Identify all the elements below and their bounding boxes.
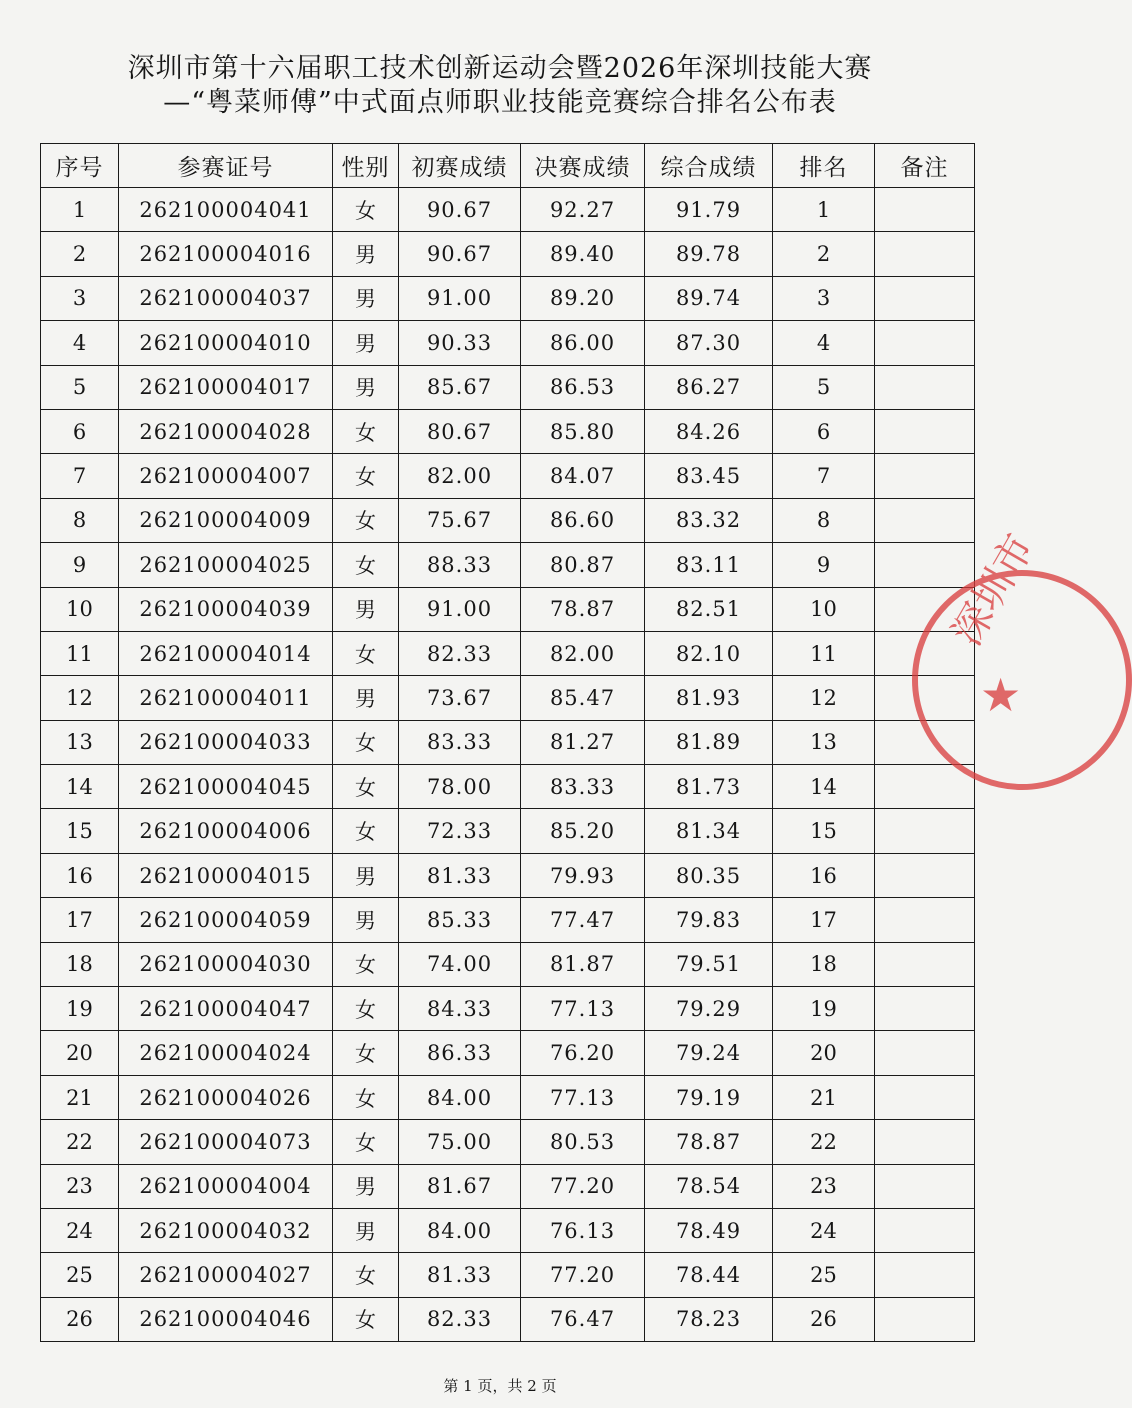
cell-gender: 女	[333, 987, 399, 1031]
table-header-row	[41, 144, 975, 188]
header-cell-rank: 排名	[773, 144, 875, 188]
cell-total-score: 83.45	[645, 454, 773, 498]
cell-entry-id: 262100004024	[119, 1031, 333, 1075]
seal-text: 深圳市	[943, 526, 1044, 654]
cell-prelim-score: 84.00	[399, 1075, 521, 1119]
cell-serial: 24	[41, 1208, 119, 1252]
cell-prelim-score: 88.33	[399, 543, 521, 587]
cell-rank: 22	[773, 1120, 875, 1164]
header-cell-notes: 备注	[875, 144, 975, 188]
header-cell-final-score: 决赛成绩	[521, 144, 645, 188]
cell-rank: 14	[773, 765, 875, 809]
table-row	[41, 1120, 975, 1164]
table-row	[41, 720, 975, 764]
cell-gender: 女	[333, 543, 399, 587]
cell-entry-id: 262100004045	[119, 765, 333, 809]
cell-notes	[875, 1075, 975, 1119]
cell-gender: 女	[333, 1031, 399, 1075]
cell-notes	[875, 232, 975, 276]
cell-rank: 3	[773, 276, 875, 320]
cell-final-score: 86.53	[521, 365, 645, 409]
cell-notes	[875, 765, 975, 809]
table-row	[41, 942, 975, 986]
cell-gender: 男	[333, 898, 399, 942]
cell-serial: 10	[41, 587, 119, 631]
cell-total-score: 79.24	[645, 1031, 773, 1075]
cell-final-score: 92.27	[521, 188, 645, 232]
cell-rank: 20	[773, 1031, 875, 1075]
cell-entry-id: 262100004014	[119, 631, 333, 675]
cell-rank: 19	[773, 987, 875, 1031]
cell-notes	[875, 321, 975, 365]
cell-total-score: 78.44	[645, 1253, 773, 1297]
cell-gender: 女	[333, 809, 399, 853]
table-row	[41, 987, 975, 1031]
cell-entry-id: 262100004017	[119, 365, 333, 409]
cell-serial: 21	[41, 1075, 119, 1119]
header-cell-gender: 性别	[333, 144, 399, 188]
cell-entry-id: 262100004016	[119, 232, 333, 276]
cell-entry-id: 262100004073	[119, 1120, 333, 1164]
cell-final-score: 77.13	[521, 1075, 645, 1119]
cell-prelim-score: 84.33	[399, 987, 521, 1031]
cell-prelim-score: 83.33	[399, 720, 521, 764]
cell-total-score: 79.83	[645, 898, 773, 942]
cell-prelim-score: 72.33	[399, 809, 521, 853]
cell-entry-id: 262100004041	[119, 188, 333, 232]
cell-rank: 23	[773, 1164, 875, 1208]
cell-prelim-score: 81.67	[399, 1164, 521, 1208]
cell-gender: 女	[333, 498, 399, 542]
cell-serial: 22	[41, 1120, 119, 1164]
cell-serial: 4	[41, 321, 119, 365]
cell-prelim-score: 86.33	[399, 1031, 521, 1075]
cell-rank: 13	[773, 720, 875, 764]
cell-entry-id: 262100004006	[119, 809, 333, 853]
cell-serial: 5	[41, 365, 119, 409]
cell-final-score: 76.20	[521, 1031, 645, 1075]
cell-serial: 19	[41, 987, 119, 1031]
cell-gender: 男	[333, 365, 399, 409]
cell-notes	[875, 1297, 975, 1341]
cell-notes	[875, 1031, 975, 1075]
cell-prelim-score: 85.33	[399, 898, 521, 942]
table-row	[41, 365, 975, 409]
cell-notes	[875, 543, 975, 587]
cell-entry-id: 262100004015	[119, 853, 333, 897]
cell-total-score: 87.30	[645, 321, 773, 365]
cell-serial: 6	[41, 409, 119, 453]
cell-total-score: 82.10	[645, 631, 773, 675]
cell-gender: 女	[333, 942, 399, 986]
cell-rank: 7	[773, 454, 875, 498]
cell-entry-id: 262100004010	[119, 321, 333, 365]
table-row	[41, 1075, 975, 1119]
cell-prelim-score: 75.00	[399, 1120, 521, 1164]
cell-final-score: 85.80	[521, 409, 645, 453]
cell-serial: 9	[41, 543, 119, 587]
cell-gender: 男	[333, 1164, 399, 1208]
cell-gender: 女	[333, 631, 399, 675]
cell-serial: 1	[41, 188, 119, 232]
cell-final-score: 86.00	[521, 321, 645, 365]
cell-gender: 男	[333, 853, 399, 897]
cell-final-score: 85.47	[521, 676, 645, 720]
table-row	[41, 853, 975, 897]
table-row	[41, 631, 975, 675]
cell-final-score: 85.20	[521, 809, 645, 853]
cell-prelim-score: 80.67	[399, 409, 521, 453]
cell-entry-id: 262100004009	[119, 498, 333, 542]
cell-rank: 16	[773, 853, 875, 897]
cell-prelim-score: 90.67	[399, 232, 521, 276]
cell-rank: 9	[773, 543, 875, 587]
cell-prelim-score: 73.67	[399, 676, 521, 720]
cell-final-score: 76.13	[521, 1208, 645, 1252]
cell-entry-id: 262100004028	[119, 409, 333, 453]
cell-serial: 20	[41, 1031, 119, 1075]
cell-final-score: 76.47	[521, 1297, 645, 1341]
cell-entry-id: 262100004059	[119, 898, 333, 942]
cell-final-score: 84.07	[521, 454, 645, 498]
cell-final-score: 81.27	[521, 720, 645, 764]
cell-prelim-score: 75.67	[399, 498, 521, 542]
cell-notes	[875, 809, 975, 853]
cell-entry-id: 262100004030	[119, 942, 333, 986]
cell-prelim-score: 82.33	[399, 1297, 521, 1341]
cell-serial: 26	[41, 1297, 119, 1341]
table-row	[41, 498, 975, 542]
cell-rank: 12	[773, 676, 875, 720]
cell-final-score: 77.20	[521, 1164, 645, 1208]
cell-gender: 女	[333, 409, 399, 453]
cell-gender: 女	[333, 720, 399, 764]
cell-serial: 15	[41, 809, 119, 853]
cell-gender: 女	[333, 188, 399, 232]
cell-total-score: 81.73	[645, 765, 773, 809]
page-indicator: 第 1 页，共 2 页	[443, 1377, 557, 1395]
cell-rank: 6	[773, 409, 875, 453]
cell-gender: 女	[333, 1297, 399, 1341]
ranking-table	[40, 143, 975, 1342]
cell-final-score: 78.87	[521, 587, 645, 631]
cell-rank: 8	[773, 498, 875, 542]
cell-serial: 16	[41, 853, 119, 897]
cell-notes	[875, 454, 975, 498]
cell-gender: 女	[333, 765, 399, 809]
cell-notes	[875, 365, 975, 409]
cell-entry-id: 262100004027	[119, 1253, 333, 1297]
table-row	[41, 543, 975, 587]
cell-final-score: 86.60	[521, 498, 645, 542]
cell-entry-id: 262100004039	[119, 587, 333, 631]
cell-final-score: 81.87	[521, 942, 645, 986]
cell-total-score: 91.79	[645, 188, 773, 232]
cell-rank: 4	[773, 321, 875, 365]
table-body	[41, 188, 975, 1342]
cell-gender: 男	[333, 587, 399, 631]
cell-serial: 25	[41, 1253, 119, 1297]
cell-gender: 女	[333, 454, 399, 498]
cell-gender: 男	[333, 1208, 399, 1252]
cell-serial: 12	[41, 676, 119, 720]
cell-total-score: 83.32	[645, 498, 773, 542]
table-row	[41, 765, 975, 809]
cell-serial: 7	[41, 454, 119, 498]
cell-gender: 男	[333, 321, 399, 365]
cell-entry-id: 262100004026	[119, 1075, 333, 1119]
cell-prelim-score: 81.33	[399, 1253, 521, 1297]
table-row	[41, 232, 975, 276]
cell-notes	[875, 276, 975, 320]
cell-rank: 25	[773, 1253, 875, 1297]
cell-serial: 17	[41, 898, 119, 942]
header-cell-serial: 序号	[41, 144, 119, 188]
table-row	[41, 676, 975, 720]
table-row	[41, 454, 975, 498]
table-row	[41, 321, 975, 365]
cell-notes	[875, 188, 975, 232]
cell-entry-id: 262100004047	[119, 987, 333, 1031]
cell-total-score: 78.23	[645, 1297, 773, 1341]
cell-prelim-score: 81.33	[399, 853, 521, 897]
cell-rank: 18	[773, 942, 875, 986]
cell-final-score: 77.47	[521, 898, 645, 942]
cell-entry-id: 262100004037	[119, 276, 333, 320]
cell-total-score: 81.34	[645, 809, 773, 853]
cell-rank: 2	[773, 232, 875, 276]
table-row	[41, 188, 975, 232]
table-row	[41, 1208, 975, 1252]
table-row	[41, 1253, 975, 1297]
cell-rank: 17	[773, 898, 875, 942]
cell-final-score: 83.33	[521, 765, 645, 809]
star-icon: ★	[980, 668, 1022, 722]
cell-serial: 23	[41, 1164, 119, 1208]
cell-gender: 男	[333, 276, 399, 320]
cell-prelim-score: 84.00	[399, 1208, 521, 1252]
cell-final-score: 77.20	[521, 1253, 645, 1297]
cell-total-score: 81.93	[645, 676, 773, 720]
cell-gender: 男	[333, 676, 399, 720]
cell-final-score: 77.13	[521, 987, 645, 1031]
cell-serial: 13	[41, 720, 119, 764]
cell-total-score: 78.54	[645, 1164, 773, 1208]
cell-rank: 21	[773, 1075, 875, 1119]
cell-entry-id: 262100004025	[119, 543, 333, 587]
cell-entry-id: 262100004007	[119, 454, 333, 498]
cell-prelim-score: 91.00	[399, 276, 521, 320]
cell-notes	[875, 1253, 975, 1297]
cell-total-score: 82.51	[645, 587, 773, 631]
cell-notes	[875, 987, 975, 1031]
cell-rank: 5	[773, 365, 875, 409]
cell-notes	[875, 898, 975, 942]
cell-total-score: 80.35	[645, 853, 773, 897]
cell-notes	[875, 853, 975, 897]
cell-entry-id: 262100004004	[119, 1164, 333, 1208]
cell-serial: 11	[41, 631, 119, 675]
table-row	[41, 1297, 975, 1341]
cell-serial: 8	[41, 498, 119, 542]
cell-entry-id: 262100004032	[119, 1208, 333, 1252]
cell-notes	[875, 409, 975, 453]
cell-notes	[875, 1120, 975, 1164]
cell-total-score: 84.26	[645, 409, 773, 453]
cell-total-score: 79.29	[645, 987, 773, 1031]
cell-serial: 2	[41, 232, 119, 276]
cell-gender: 女	[333, 1075, 399, 1119]
cell-final-score: 89.20	[521, 276, 645, 320]
cell-prelim-score: 78.00	[399, 765, 521, 809]
cell-total-score: 89.78	[645, 232, 773, 276]
cell-gender: 女	[333, 1120, 399, 1164]
header-cell-entry-id: 参赛证号	[119, 144, 333, 188]
cell-total-score: 81.89	[645, 720, 773, 764]
header-cell-total-score: 综合成绩	[645, 144, 773, 188]
cell-rank: 26	[773, 1297, 875, 1341]
cell-entry-id: 262100004011	[119, 676, 333, 720]
cell-rank: 15	[773, 809, 875, 853]
cell-rank: 11	[773, 631, 875, 675]
cell-prelim-score: 82.33	[399, 631, 521, 675]
official-seal-stamp	[912, 526, 1132, 790]
cell-notes	[875, 1208, 975, 1252]
cell-prelim-score: 85.67	[399, 365, 521, 409]
cell-total-score: 78.87	[645, 1120, 773, 1164]
cell-prelim-score: 91.00	[399, 587, 521, 631]
cell-final-score: 82.00	[521, 631, 645, 675]
document-title-line1: 深圳市第十六届职工技术创新运动会暨2026年深圳技能大赛	[127, 53, 873, 84]
table-row	[41, 809, 975, 853]
cell-notes	[875, 498, 975, 542]
cell-rank: 10	[773, 587, 875, 631]
document-title-line2: —“粤菜师傅”中式面点师职业技能竞赛综合排名公布表	[163, 87, 837, 118]
cell-prelim-score: 90.33	[399, 321, 521, 365]
cell-serial: 18	[41, 942, 119, 986]
cell-final-score: 79.93	[521, 853, 645, 897]
cell-gender: 女	[333, 1253, 399, 1297]
table-row	[41, 1031, 975, 1075]
cell-notes	[875, 1164, 975, 1208]
cell-total-score: 78.49	[645, 1208, 773, 1252]
table-row	[41, 409, 975, 453]
cell-total-score: 79.19	[645, 1075, 773, 1119]
cell-final-score: 80.53	[521, 1120, 645, 1164]
cell-prelim-score: 74.00	[399, 942, 521, 986]
table-row	[41, 898, 975, 942]
cell-total-score: 79.51	[645, 942, 773, 986]
cell-serial: 3	[41, 276, 119, 320]
cell-total-score: 89.74	[645, 276, 773, 320]
header-cell-prelim-score: 初赛成绩	[399, 144, 521, 188]
cell-final-score: 89.40	[521, 232, 645, 276]
cell-total-score: 83.11	[645, 543, 773, 587]
cell-prelim-score: 90.67	[399, 188, 521, 232]
cell-total-score: 86.27	[645, 365, 773, 409]
cell-rank: 24	[773, 1208, 875, 1252]
cell-notes	[875, 942, 975, 986]
table-row	[41, 1164, 975, 1208]
table-row	[41, 587, 975, 631]
table-row	[41, 276, 975, 320]
cell-gender: 男	[333, 232, 399, 276]
cell-final-score: 80.87	[521, 543, 645, 587]
cell-entry-id: 262100004046	[119, 1297, 333, 1341]
cell-entry-id: 262100004033	[119, 720, 333, 764]
cell-prelim-score: 82.00	[399, 454, 521, 498]
cell-serial: 14	[41, 765, 119, 809]
cell-rank: 1	[773, 188, 875, 232]
